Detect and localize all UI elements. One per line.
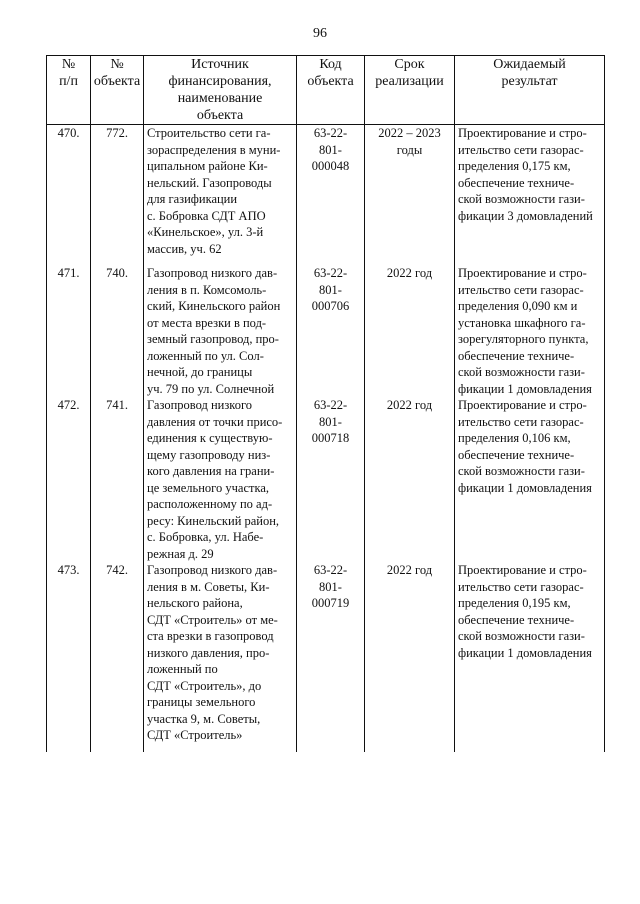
source-cell: Газопровод низкого давления от точки присо- единения к существую- щему газопроводу низ- кого давления на грани- це земельного участка, расположенному по ад- ресу: Кинельский район, с. Бобровка, ул. Набе- режная д. 29 — [144, 397, 297, 562]
code-cell: 63-22- 801- 000718 — [297, 397, 365, 562]
source-cell: Строительство сети га- зораспределения в муни- ципальном районе Ки- нельский. Газопроводы для газификации с. Бобровка СДТ АПО «Кинельское», ул. 3-й массив, уч. 62 — [144, 125, 297, 266]
result-cell: Проектирование и стро- ительство сети газорас- пределения 0,195 км, обеспечение техниче- ской возможности гази- фикации 1 домовладения — [455, 562, 605, 752]
table-row — [47, 397, 605, 562]
result-cell: Проектирование и стро- ительство сети газорас- пределения 0,090 км и установка шкафного га- зорегуляторного пункта, обеспечение техниче- ской возможности гази- фикации 1 домовладения — [455, 265, 605, 397]
header-num: № п/п — [47, 56, 91, 125]
row-num-cell: 473. — [47, 562, 91, 752]
object-num-cell: 741. — [91, 397, 144, 562]
header-source: Источник финансирования, наименование объекта — [144, 56, 297, 125]
gas-network-registry-table — [46, 55, 605, 752]
result-cell: Проектирование и стро- ительство сети газорас- пределения 0,175 км, обеспечение техниче- ской возможности гази- фикации 3 домовладений — [455, 125, 605, 266]
term-cell: 2022 год — [365, 562, 455, 752]
page-number: 96 — [313, 26, 327, 41]
row-num-cell: 472. — [47, 397, 91, 562]
term-cell: 2022 год — [365, 397, 455, 562]
source-cell: Газопровод низкого дав- ления в п. Комсомоль- ский, Кинельского район от места врезки в под- земный газопровод, про- ложенный по ул. Сол- нечной, до границы уч. 79 по ул. Солнечной — [144, 265, 297, 397]
code-cell: 63-22- 801- 000706 — [297, 265, 365, 397]
object-num-cell: 742. — [91, 562, 144, 752]
code-cell: 63-22- 801- 000719 — [297, 562, 365, 752]
object-num-cell: 740. — [91, 265, 144, 397]
header-code: Код объекта — [297, 56, 365, 125]
object-num-cell: 772. — [91, 125, 144, 266]
result-cell: Проектирование и стро- ительство сети газорас- пределения 0,106 км, обеспечение техниче- ской возможности гази- фикации 1 домовладения — [455, 397, 605, 562]
source-cell: Газопровод низкого дав- ления в м. Советы, Ки- нельского района, СДТ «Строитель» от ме- ста врезки в газопровод низкого давления, про- ложенный по СДТ «Строитель», до границы земельного участка 9, м. Советы, СДТ «Строитель» — [144, 562, 297, 752]
row-num-cell: 471. — [47, 265, 91, 397]
header-term: Срок реализации — [365, 56, 455, 125]
term-cell: 2022 – 2023 годы — [365, 125, 455, 266]
header-row — [47, 56, 605, 125]
code-cell: 63-22- 801- 000048 — [297, 125, 365, 266]
table-row — [47, 125, 605, 266]
table-row — [47, 265, 605, 397]
table-header — [47, 56, 605, 125]
table-row — [47, 562, 605, 752]
row-num-cell: 470. — [47, 125, 91, 266]
term-cell: 2022 год — [365, 265, 455, 397]
header-result: Ожидаемый результат — [455, 56, 605, 125]
header-object-num: № объекта — [91, 56, 144, 125]
